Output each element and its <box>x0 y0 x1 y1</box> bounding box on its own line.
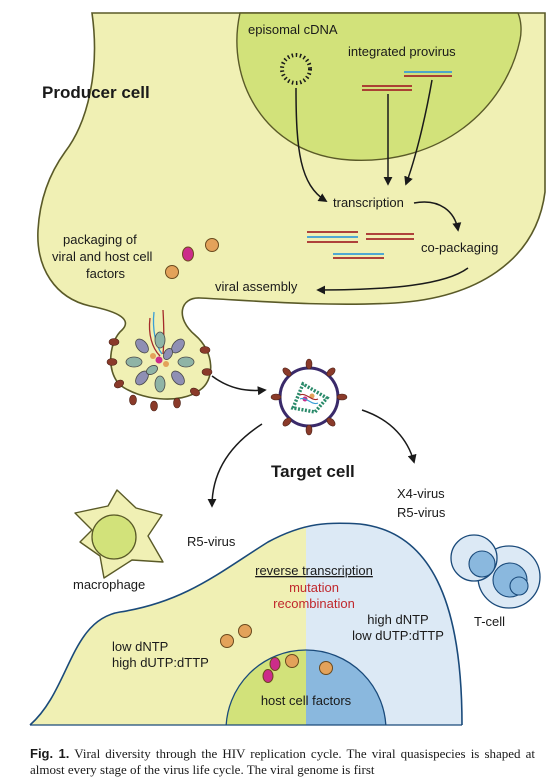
caption-text: Viral diversity through the HIV replication cycle. The viral quasispecies is shaped at almost every stage of the virus life cycle. The viral genome is first <box>30 746 536 777</box>
figure-number: Fig. 1. <box>30 746 70 761</box>
episomal-cdna-label: episomal cDNA <box>248 22 338 37</box>
x4-virus-label: X4-virus <box>397 486 445 501</box>
r5-virus-label-right: R5-virus <box>397 505 446 520</box>
high-dntp-label: high dNTP <box>367 612 429 627</box>
high-dutp-label: high dUTP:dTTP <box>112 655 209 670</box>
transcription-label: transcription <box>333 195 404 210</box>
figure-caption <box>30 746 535 778</box>
host-cell-factors-label: host cell factors <box>260 693 352 708</box>
low-dutp-label: low dUTP:dTTP <box>352 628 444 643</box>
release-arrow <box>212 376 265 390</box>
tcell-label: T-cell <box>474 614 506 629</box>
viral-assembly-label: viral assembly <box>215 279 298 294</box>
integrated-provirus-label: integrated provirus <box>348 44 456 59</box>
to-tcell-arrow <box>362 410 414 462</box>
reverse-transcription-label: reverse transcription <box>255 563 373 578</box>
target-cell <box>0 500 506 740</box>
copackaging-label: co-packaging <box>421 240 499 255</box>
macrophage-cell <box>75 490 163 578</box>
low-dntp-label: low dNTP <box>112 639 169 654</box>
r5-virus-label-left: R5-virus <box>187 534 236 549</box>
mature-virion <box>271 359 347 435</box>
recombination-label: recombination <box>273 596 355 611</box>
to-macrophage-arrow <box>212 424 262 506</box>
mutation-label: mutation <box>289 580 339 595</box>
target-cell-title: Target cell <box>271 462 355 481</box>
producer-cell-title: Producer cell <box>42 83 150 102</box>
macrophage-label: macrophage <box>73 577 146 592</box>
tcell-cell <box>451 535 540 608</box>
packaging-label: packaging of viral and host cell factors <box>52 232 153 281</box>
